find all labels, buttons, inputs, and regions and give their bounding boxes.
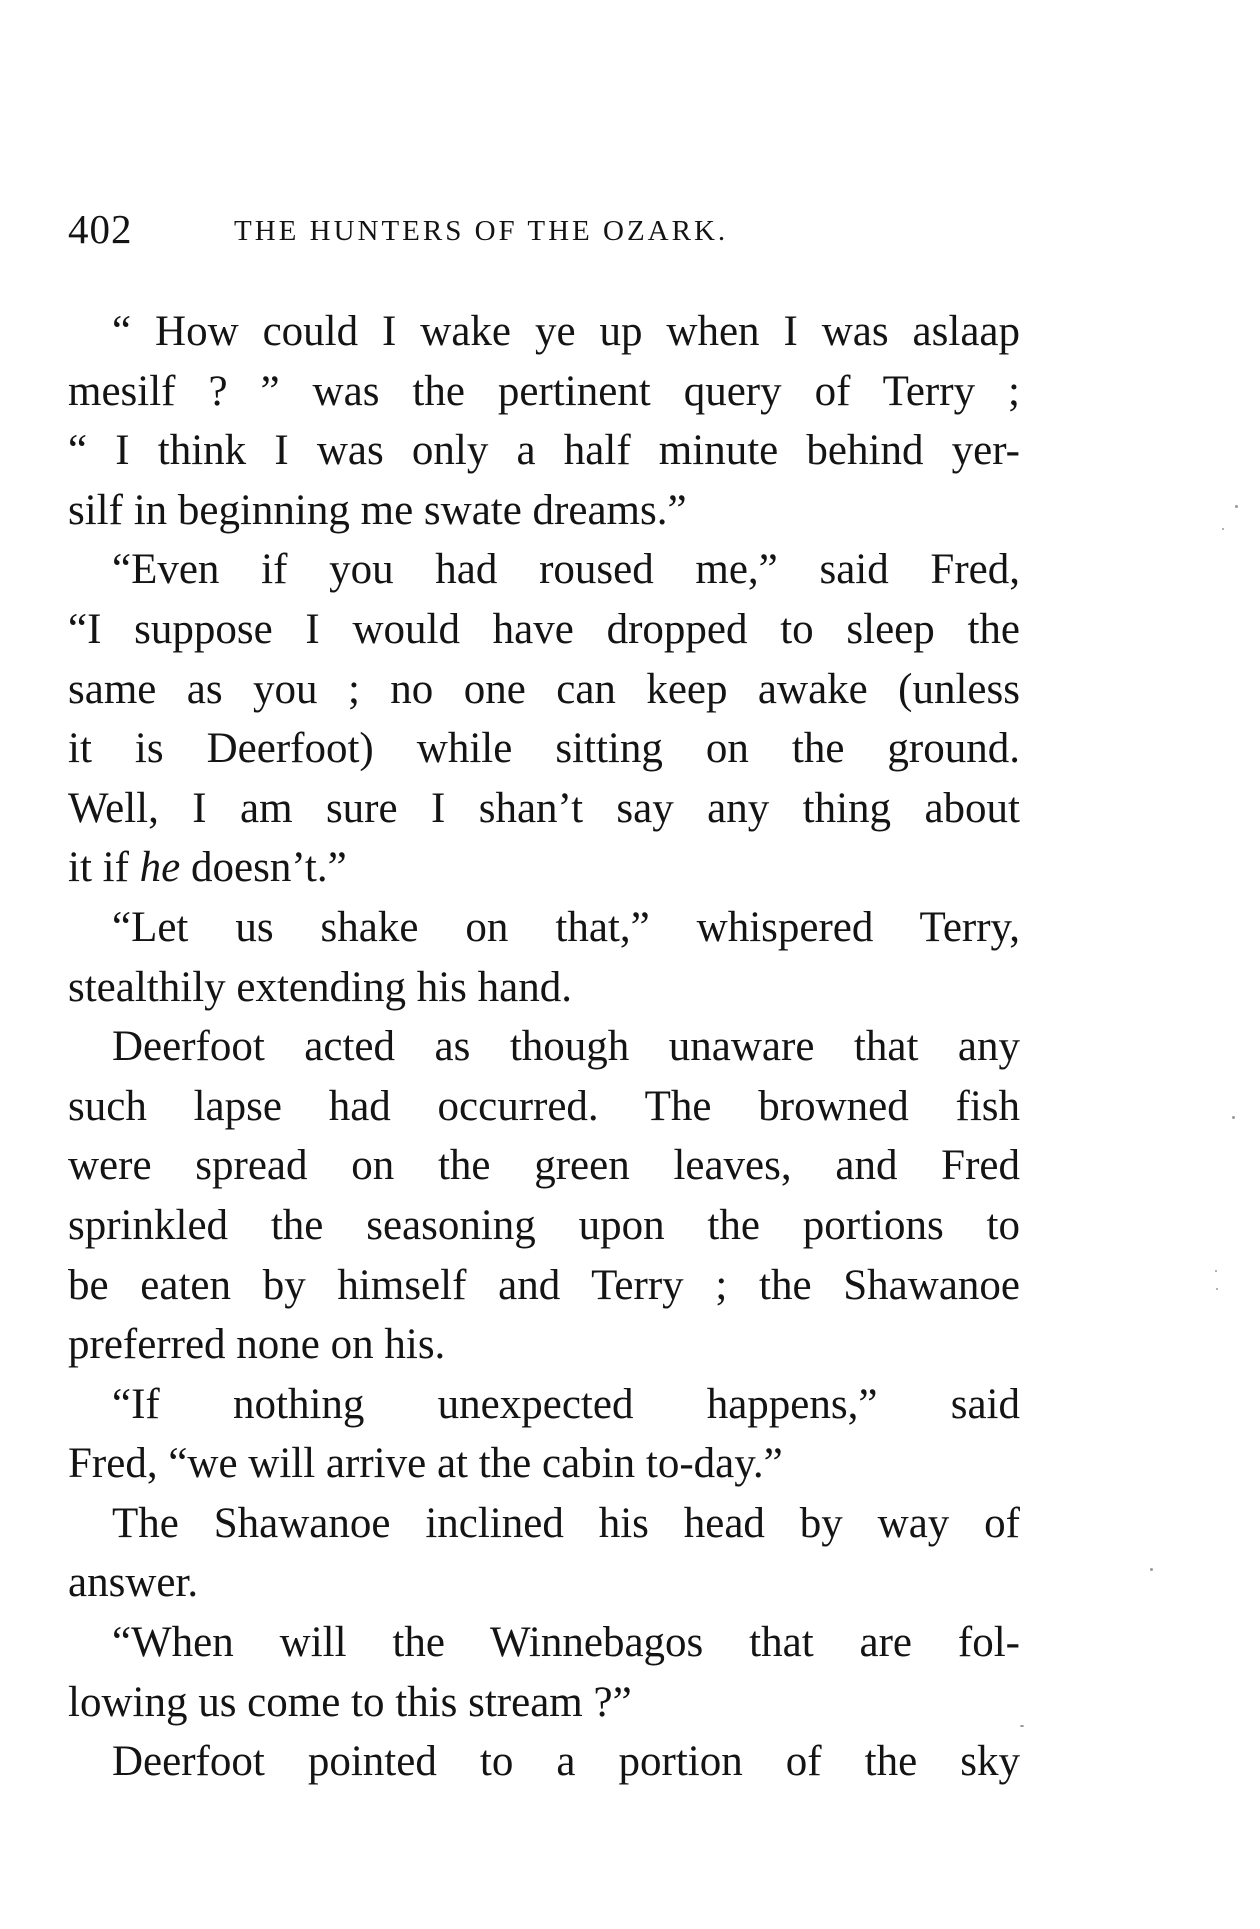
text-line: “ How could I wake ye up when I was aslaap: [112, 308, 1020, 355]
paper-speck: [1020, 1725, 1024, 1727]
text-line: Fred, “we will arrive at the cabin to-day.”: [68, 1440, 783, 1488]
text-line: sprinkled the seasoning upon the portions to: [68, 1201, 1020, 1249]
text-line: “Let us shake on that,” whispered Terry,: [112, 903, 1020, 951]
text-line: [68, 838, 1020, 898]
text-segment: doesn’t.”: [180, 844, 347, 892]
text-line: it is Deerfoot) while sitting on the ground.: [68, 725, 1020, 773]
text-line: were spread on the green leaves, and Fred: [68, 1142, 1020, 1190]
page-header: [68, 205, 1028, 255]
body-text: [68, 302, 1020, 1792]
paper-speck: [1232, 1116, 1235, 1119]
text-line: lowing us come to this stream ?”: [68, 1678, 632, 1726]
text-line: answer.: [68, 1559, 199, 1607]
text-line: preferred none on his.: [68, 1321, 446, 1369]
paper-speck: [1235, 505, 1238, 508]
running-title: THE HUNTERS OF THE OZARK.: [234, 215, 729, 247]
page-number: 402: [68, 206, 133, 252]
text-line: Deerfoot pointed to a portion of the sky: [112, 1738, 1020, 1786]
italic-word: he: [139, 844, 181, 892]
text-line: stealthily extending his hand.: [68, 963, 572, 1011]
text-line: mesilf ? ” was the pertinent query of Terry ;: [68, 367, 1020, 415]
text-line: The Shawanoe inclined his head by way of: [112, 1499, 1020, 1547]
text-line: “ I think I was only a half minute behind yer-: [68, 427, 1020, 475]
paper-speck: [1215, 1270, 1217, 1272]
text-line: “When will the Winnebagos that are fol-: [112, 1619, 1020, 1667]
text-line: be eaten by himself and Terry ; the Shawanoe: [68, 1261, 1020, 1309]
text-line: “If nothing unexpected happens,” said: [112, 1380, 1020, 1428]
text-line: silf in beginning me swate dreams.”: [68, 486, 687, 534]
text-segment: it if: [68, 844, 140, 892]
paper-speck: [1150, 1568, 1153, 1571]
text-line: same as you ; no one can keep awake (unless: [68, 665, 1020, 713]
paper-speck: [1222, 528, 1224, 530]
text-line: “I suppose I would have dropped to sleep the: [68, 605, 1020, 653]
paper-speck: [1216, 1288, 1218, 1290]
text-line: Deerfoot acted as though unaware that any: [112, 1023, 1020, 1071]
text-line: such lapse had occurred. The browned fish: [68, 1082, 1020, 1130]
text-line: Well, I am sure I shan’t say any thing about: [68, 784, 1020, 832]
text-line: “Even if you had roused me,” said Fred,: [112, 546, 1020, 594]
